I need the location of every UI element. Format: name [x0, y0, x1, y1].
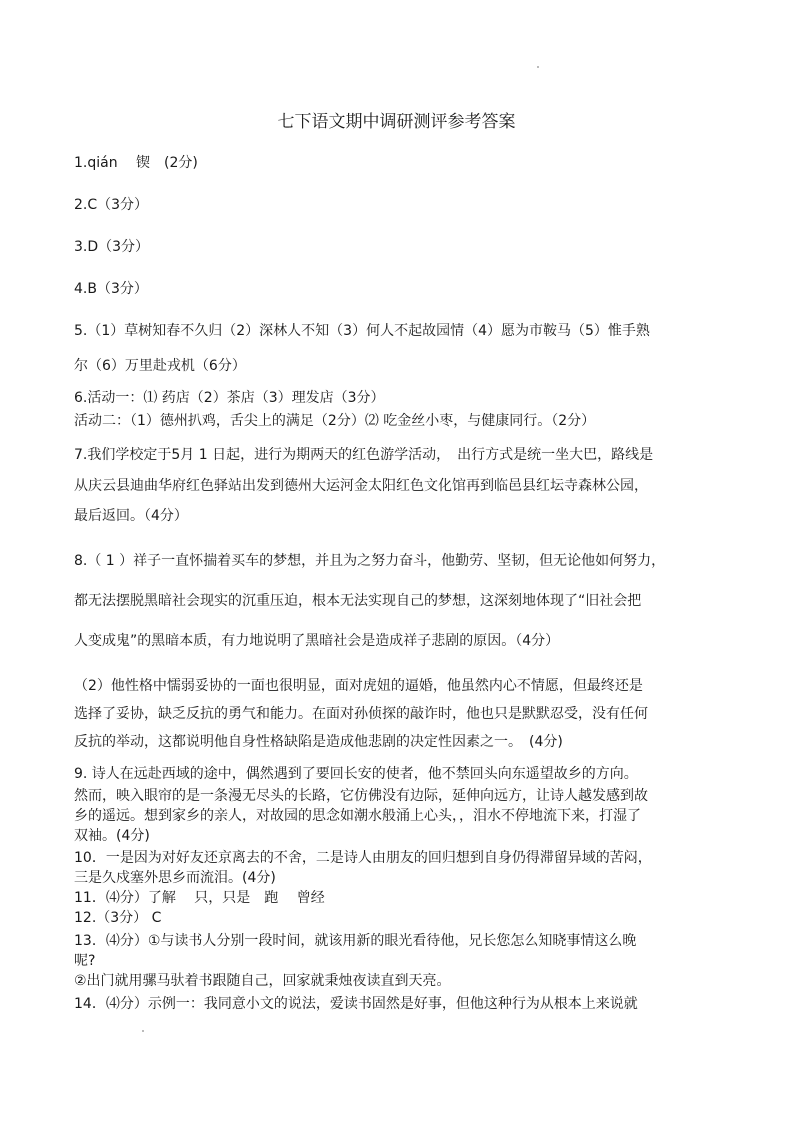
answer-line: 12.（3分） C	[74, 910, 162, 926]
page-title: 七下语文期中调研测评参考答案	[277, 112, 516, 132]
answer-line: 从庆云县迪曲华府红色驿站出发到德州大运河金太阳红色文化馆再到临邑县红坛寺森林公园，	[74, 478, 648, 494]
answer-line: 乡的遥远。想到家乡的亲人，对故园的思念如潮水般涌上心头，，泪水不停地流下来，打湿了	[74, 808, 641, 824]
answer-line: 11．⑷分）了解 只，只是 跑 曾经	[74, 890, 325, 906]
answer-line: 14．⑷分）示例一：我同意小文的说法，爱读书固然是好事，但他这种行为从根本上来说就	[74, 996, 638, 1012]
answer-line: 3.D（3分）	[74, 239, 150, 255]
answer-line: 4.B（3分）	[74, 281, 148, 297]
answer-line: 1.qián 锲 (2分)	[74, 155, 198, 171]
answer-line: （2）他性格中懦弱妥协的一面也很明显，面对虎妞的逼婚，他虽然内心不情愿，但最终还是	[74, 678, 643, 694]
answer-line: 尔（6）万里赴戎机（6分）	[74, 358, 246, 374]
answer-line: 8.（ 1 ）祥子一直怀揣着买车的梦想，并且为之努力奋斗，他勤劳、坚韧，但无论他如何努力，	[74, 553, 666, 569]
answer-line: 然而，映入眼帘的是一条漫无尽头的长路，它仿佛没有边际，延伸向远方，让诗人越发感到故	[74, 788, 648, 804]
answer-line: 双袖。(4分)	[74, 828, 150, 844]
answer-line: 5.（1）草树知春不久归（2）深林人不知（3）何人不起故园情（4）愿为市鞍马（5）惟手熟	[74, 323, 650, 339]
scan-speck	[537, 66, 539, 68]
answer-line: 活动二：（1）德州扒鸡，舌尖上的满足（2分）⑵ 吃金丝小枣，与健康同行。（2分）	[74, 413, 596, 429]
answer-line: 三是久戍塞外思乡而流泪。(4分)	[74, 870, 276, 886]
answer-line: 7.我们学校定于5月 1 日起，进行为期两天的红色游学活动， 出行方式是统一坐大巴，路线是	[74, 447, 654, 463]
answer-line: 呢?	[74, 953, 96, 969]
answer-line: 反抗的举动，这都说明他自身性格缺陷是造成他悲剧的决定性因素之一。 (4分)	[74, 734, 563, 750]
answer-line: 最后返回。（4分）	[74, 508, 188, 524]
answer-line: 10．一是因为对好友还京离去的不舍，二是诗人由朋友的回归想到自身仍得滞留异域的苦闷，	[74, 850, 652, 866]
answer-line: 选择了妥协，缺乏反抗的勇气和能力。在面对孙侦探的敲诈时，他也只是默默忍受，没有任何	[74, 706, 648, 722]
answer-line: ②出门就用骡马驮着书跟随自己，回家就秉烛夜读直到天亮。	[74, 973, 451, 989]
answer-line: 都无法摆脱黑暗社会现实的沉重压迫，根本无法实现自己的梦想，这深刻地体现了“旧社会把	[74, 593, 642, 609]
answer-line: 9. 诗人在远赴西域的途中，偶然遇到了要回长安的使者，他不禁回头向东遥望故乡的方向。	[74, 766, 638, 782]
answer-line: 6.活动一：⑴ 药店（2）茶店（3）理发店（3分）	[74, 390, 385, 406]
answer-line: 13．⑷分）①与读书人分别一段时间，就该用新的眼光看待他，兄长您怎么知晓事情这么晚	[74, 933, 637, 949]
answer-line: 人变成鬼”的黑暗本质，有力地说明了黑暗社会是造成祥子悲剧的原因。（4分）	[74, 633, 560, 649]
scan-speck	[142, 1030, 144, 1032]
answer-line: 2.C（3分）	[74, 197, 149, 213]
